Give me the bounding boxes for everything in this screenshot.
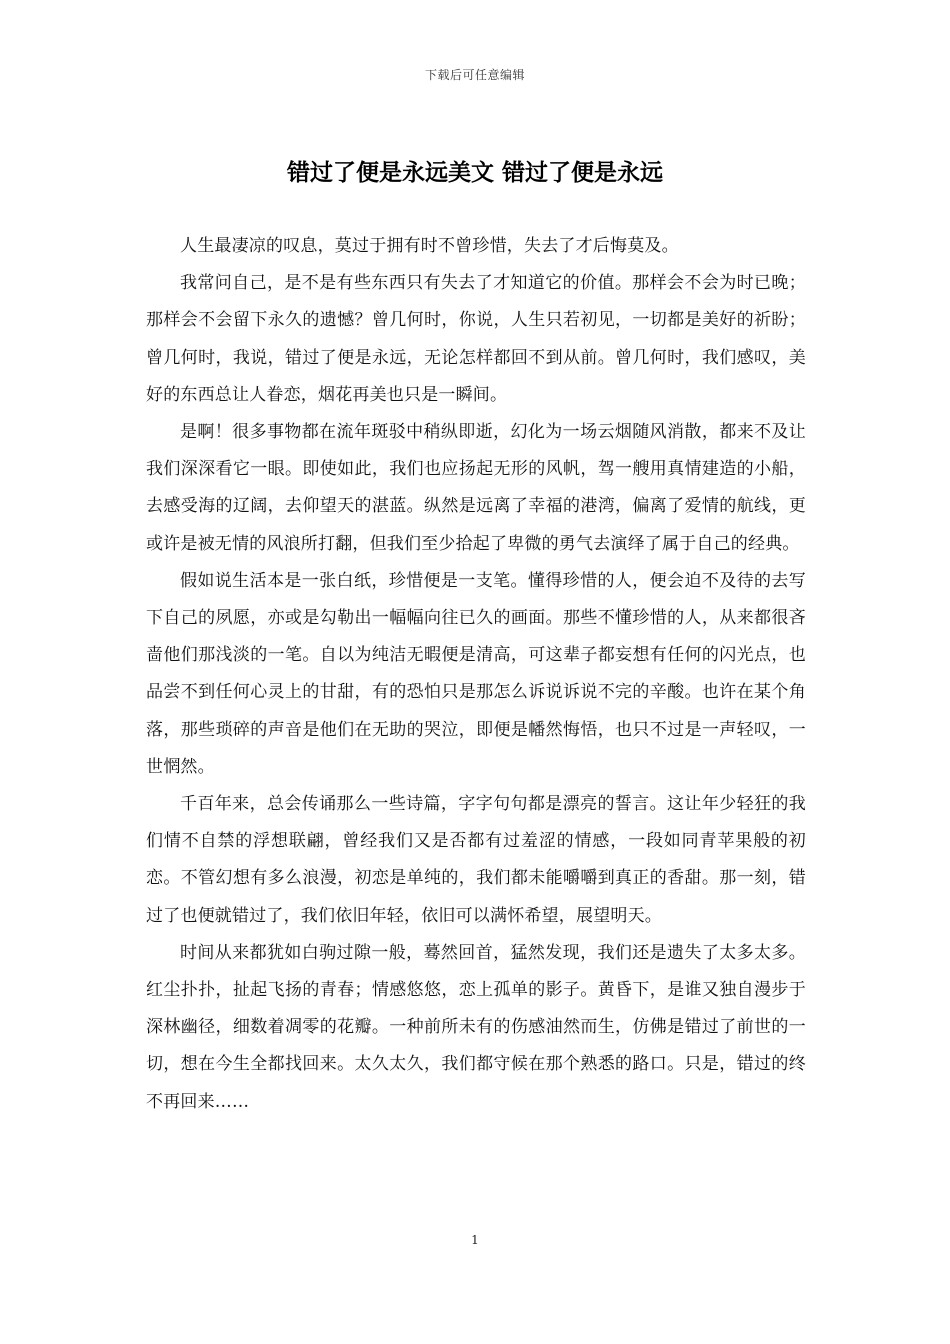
header-note: 下载后可任意编辑 <box>424 68 525 82</box>
paragraph-3: 是啊！很多事物都在流年斑驳中稍纵即逝，幻化为一场云烟随风消散，都来不及让我们深深看它一眼。即使如此，我们也应扬起无形的风帆，驾一艘用真情建造的小船，去感受海的辽阔，去仰望天的湛蓝。纵然是远离了幸福的港湾，偏离了爱情的航线，更或许是被无情的风浪所打翻，但我们至少拾起了卑微的勇气去演绎了属于自己的经典。 <box>146 422 806 554</box>
paragraph-6: 时间从来都犹如白驹过隙一般，蓦然回首，猛然发现，我们还是遗失了太多太多。红尘扑扑，扯起飞扬的青春；情感悠悠，恋上孤单的影子。黄昏下，是谁又独自漫步于深林幽径，细数着凋零的花瓣。一种前所未有的伤感油然而生，仿佛是错过了前世的一切，想在今生全都找回来。太久太久，我们都守候在那个熟悉的路口。只是，错过的终不再回来…… <box>146 942 806 1112</box>
document-title: 错过了便是永远美文 错过了便是永远 <box>286 160 663 186</box>
article-body <box>146 228 806 1121</box>
page-number: 1 <box>471 1233 479 1247</box>
paragraph-2: 我常问自己，是不是有些东西只有失去了才知道它的价值。那样会不会为时已晚；那样会不会留下永久的遗憾？曾几何时，你说，人生只若初见，一切都是美好的祈盼；曾几何时，我说，错过了便是永远，无论怎样都回不到从前。曾几何时，我们感叹，美好的东西总让人眷恋，烟花再美也只是一瞬间。 <box>146 273 806 405</box>
paragraph-5: 千百年来，总会传诵那么一些诗篇，字字句句都是漂亮的誓言。这让年少轻狂的我们情不自禁的浮想联翩，曾经我们又是否都有过羞涩的情感，一段如同青苹果般的初恋。不管幻想有多么浪漫，初恋是单纯的，我们都未能嚼嚼到真正的香甜。那一刻，错过了也便就错过了，我们依旧年轻，依旧可以满怀希望，展望明天。 <box>146 794 806 926</box>
paragraph-4: 假如说生活本是一张白纸，珍惜便是一支笔。懂得珍惜的人，便会迫不及待的去写下自己的夙愿，亦或是勾勒出一幅幅向往已久的画面。那些不懂珍惜的人，从来都很吝啬他们那浅淡的一笔。自以为纯洁无暇便是清高，可这辈子都妄想有任何的闪光点，也品尝不到任何心灵上的甘甜，有的恐怕只是那怎么诉说诉说不完的辛酸。也许在某个角落，那些琐碎的声音是他们在无助的哭泣，即便是幡然悔悟，也只不过是一声轻叹，一世惘然。 <box>146 570 806 777</box>
paragraph-1: 人生最凄凉的叹息，莫过于拥有时不曾珍惜，失去了才后悔莫及。 <box>180 236 679 256</box>
